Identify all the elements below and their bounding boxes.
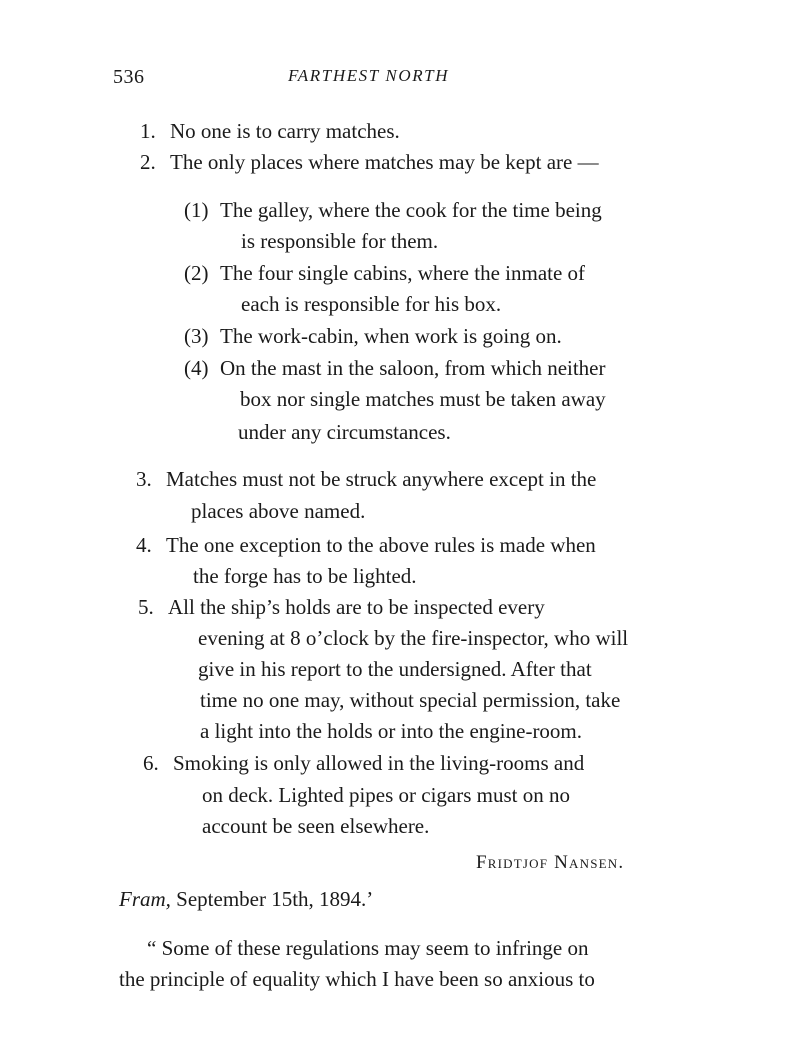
ship-name: Fram,	[119, 887, 171, 911]
rule-number: 4.	[136, 533, 152, 557]
rule-text: Matches must not be struck anywhere except in the	[166, 467, 597, 491]
rule-4-line-2: the forge has to be lighted.	[193, 564, 417, 588]
rule-6	[143, 748, 584, 778]
closing-paragraph-line-2: the principle of equality which I have been so anxious to	[119, 967, 595, 991]
rule-text: All the ship’s holds are to be inspected every	[168, 595, 545, 619]
sub-rule-number: (2)	[184, 261, 209, 285]
rule-text: The only places where matches may be kept are —	[170, 150, 599, 174]
sub-rule-text: The galley, where the cook for the time being	[220, 198, 602, 222]
rule-5-line-2: evening at 8 o’clock by the fire-inspector, who will	[198, 626, 629, 650]
sub-rule-number: (3)	[184, 324, 209, 348]
rule-number: 1.	[140, 119, 156, 143]
date-text: September 15th, 1894.’	[170, 887, 374, 911]
rule-2	[140, 147, 599, 177]
sub-rule-2-line-2: each is responsible for his box.	[241, 292, 502, 316]
sub-rule-4-line-3: under any circumstances.	[238, 420, 451, 444]
rule-number: 5.	[138, 595, 154, 619]
sub-rule-text: On the mast in the saloon, from which neither	[220, 356, 606, 380]
rule-5-line-4: time no one may, without special permission, take	[200, 688, 621, 712]
rule-3-line-2: places above named.	[191, 499, 366, 523]
sub-rule-1	[184, 195, 602, 225]
rule-text: The one exception to the above rules is made when	[166, 533, 596, 557]
sub-rule-number: (4)	[184, 356, 209, 380]
sub-rule-number: (1)	[184, 198, 209, 222]
sub-rule-3	[184, 321, 562, 351]
rule-5	[138, 592, 545, 622]
sub-rule-4-line-2: box nor single matches must be taken away	[240, 387, 606, 411]
rule-number: 6.	[143, 751, 159, 775]
rule-number: 2.	[140, 150, 156, 174]
page-number: 536	[113, 66, 145, 88]
rule-6-line-2: on deck. Lighted pipes or cigars must on no	[202, 783, 571, 807]
sub-rule-text: The four single cabins, where the inmate of	[220, 261, 586, 285]
sub-rule-1-line-2: is responsible for them.	[241, 229, 439, 253]
rule-text: Smoking is only allowed in the living-rooms and	[173, 751, 585, 775]
rule-text: No one is to carry matches.	[170, 119, 400, 143]
closing-paragraph-line-1: “ Some of these regulations may seem to infringe on	[147, 936, 589, 960]
rule-number: 3.	[136, 467, 152, 491]
dateline	[119, 884, 373, 914]
sub-rule-text: The work-cabin, when work is going on.	[220, 324, 562, 348]
sub-rule-4	[184, 353, 606, 383]
rule-6-line-3: account be seen elsewhere.	[202, 814, 430, 838]
rule-5-line-3: give in his report to the undersigned. After that	[198, 657, 592, 681]
rule-4	[136, 530, 596, 560]
signature: Fridtjof Nansen.	[476, 852, 625, 873]
rule-5-line-5: a light into the holds or into the engine-room.	[200, 719, 583, 743]
running-title: FARTHEST NORTH	[288, 66, 450, 85]
rule-1	[140, 116, 400, 146]
rule-3	[136, 464, 596, 494]
sub-rule-2	[184, 258, 585, 288]
